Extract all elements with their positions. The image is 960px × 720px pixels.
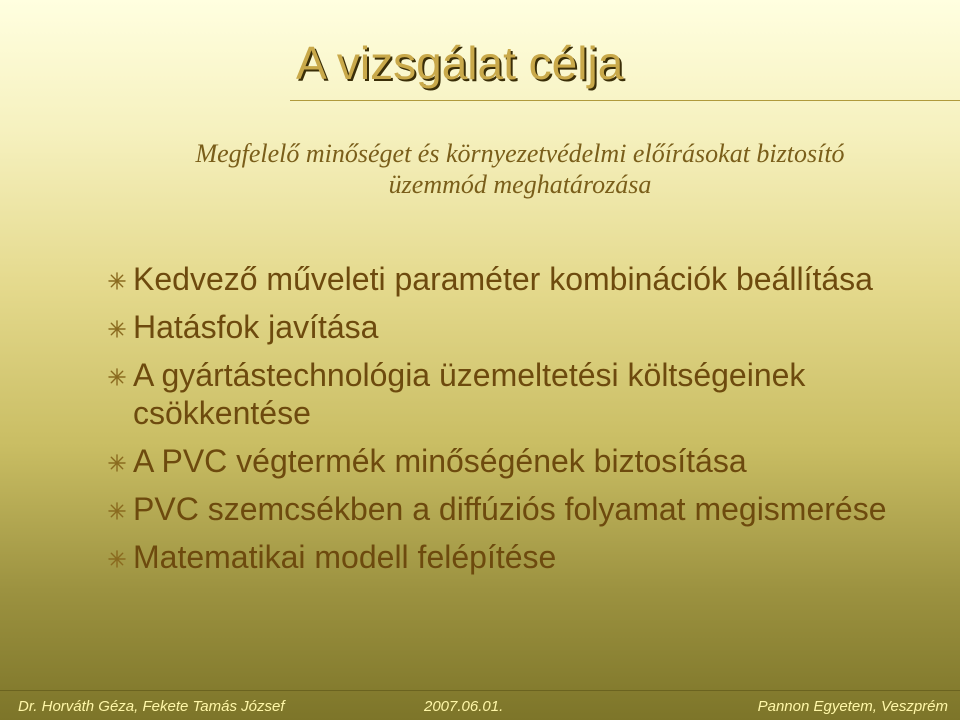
snowflake-bullet-icon (108, 502, 126, 520)
bullet-item (108, 308, 938, 346)
bullet-item (108, 442, 938, 480)
bullet-text: Hatásfok javítása (133, 309, 379, 345)
bullet-item (108, 538, 938, 576)
subtitle-line-2: üzemmód meghatározása (388, 170, 652, 199)
bullet-item (108, 356, 938, 432)
bullet-list (108, 260, 938, 586)
snowflake-bullet-icon (108, 272, 126, 290)
snowflake-bullet-icon (108, 368, 126, 386)
subtitle-line-1: Megfelelő minőséget és környezetvédelmi előírásokat biztosító (195, 139, 845, 168)
footer-date: 2007.06.01. (424, 698, 504, 715)
bullet-text: Matematikai modell felépítése (133, 539, 557, 575)
snowflake-bullet-icon (108, 454, 126, 472)
bullet-item (108, 260, 938, 298)
title-underline (290, 100, 960, 101)
bullet-text: PVC szemcsékben a diffúziós folyamat megismerése (133, 491, 887, 527)
slide-title: A vizsgálat célja (296, 37, 624, 89)
bullet-text: A gyártástechnológia üzemeltetési költségeinek csökkentése (133, 357, 806, 431)
snowflake-bullet-icon (108, 550, 126, 568)
footer-divider (0, 690, 960, 691)
footer-authors: Dr. Horváth Géza, Fekete Tamás József (18, 698, 285, 715)
bullet-item (108, 490, 938, 528)
slide-footer (0, 698, 960, 720)
footer-institution: Pannon Egyetem, Veszprém (757, 698, 948, 715)
bullet-text: A PVC végtermék minőségének biztosítása (133, 443, 747, 479)
bullet-text: Kedvező műveleti paraméter kombinációk beállítása (133, 261, 873, 297)
slide-subtitle (0, 138, 960, 200)
snowflake-bullet-icon (108, 320, 126, 338)
